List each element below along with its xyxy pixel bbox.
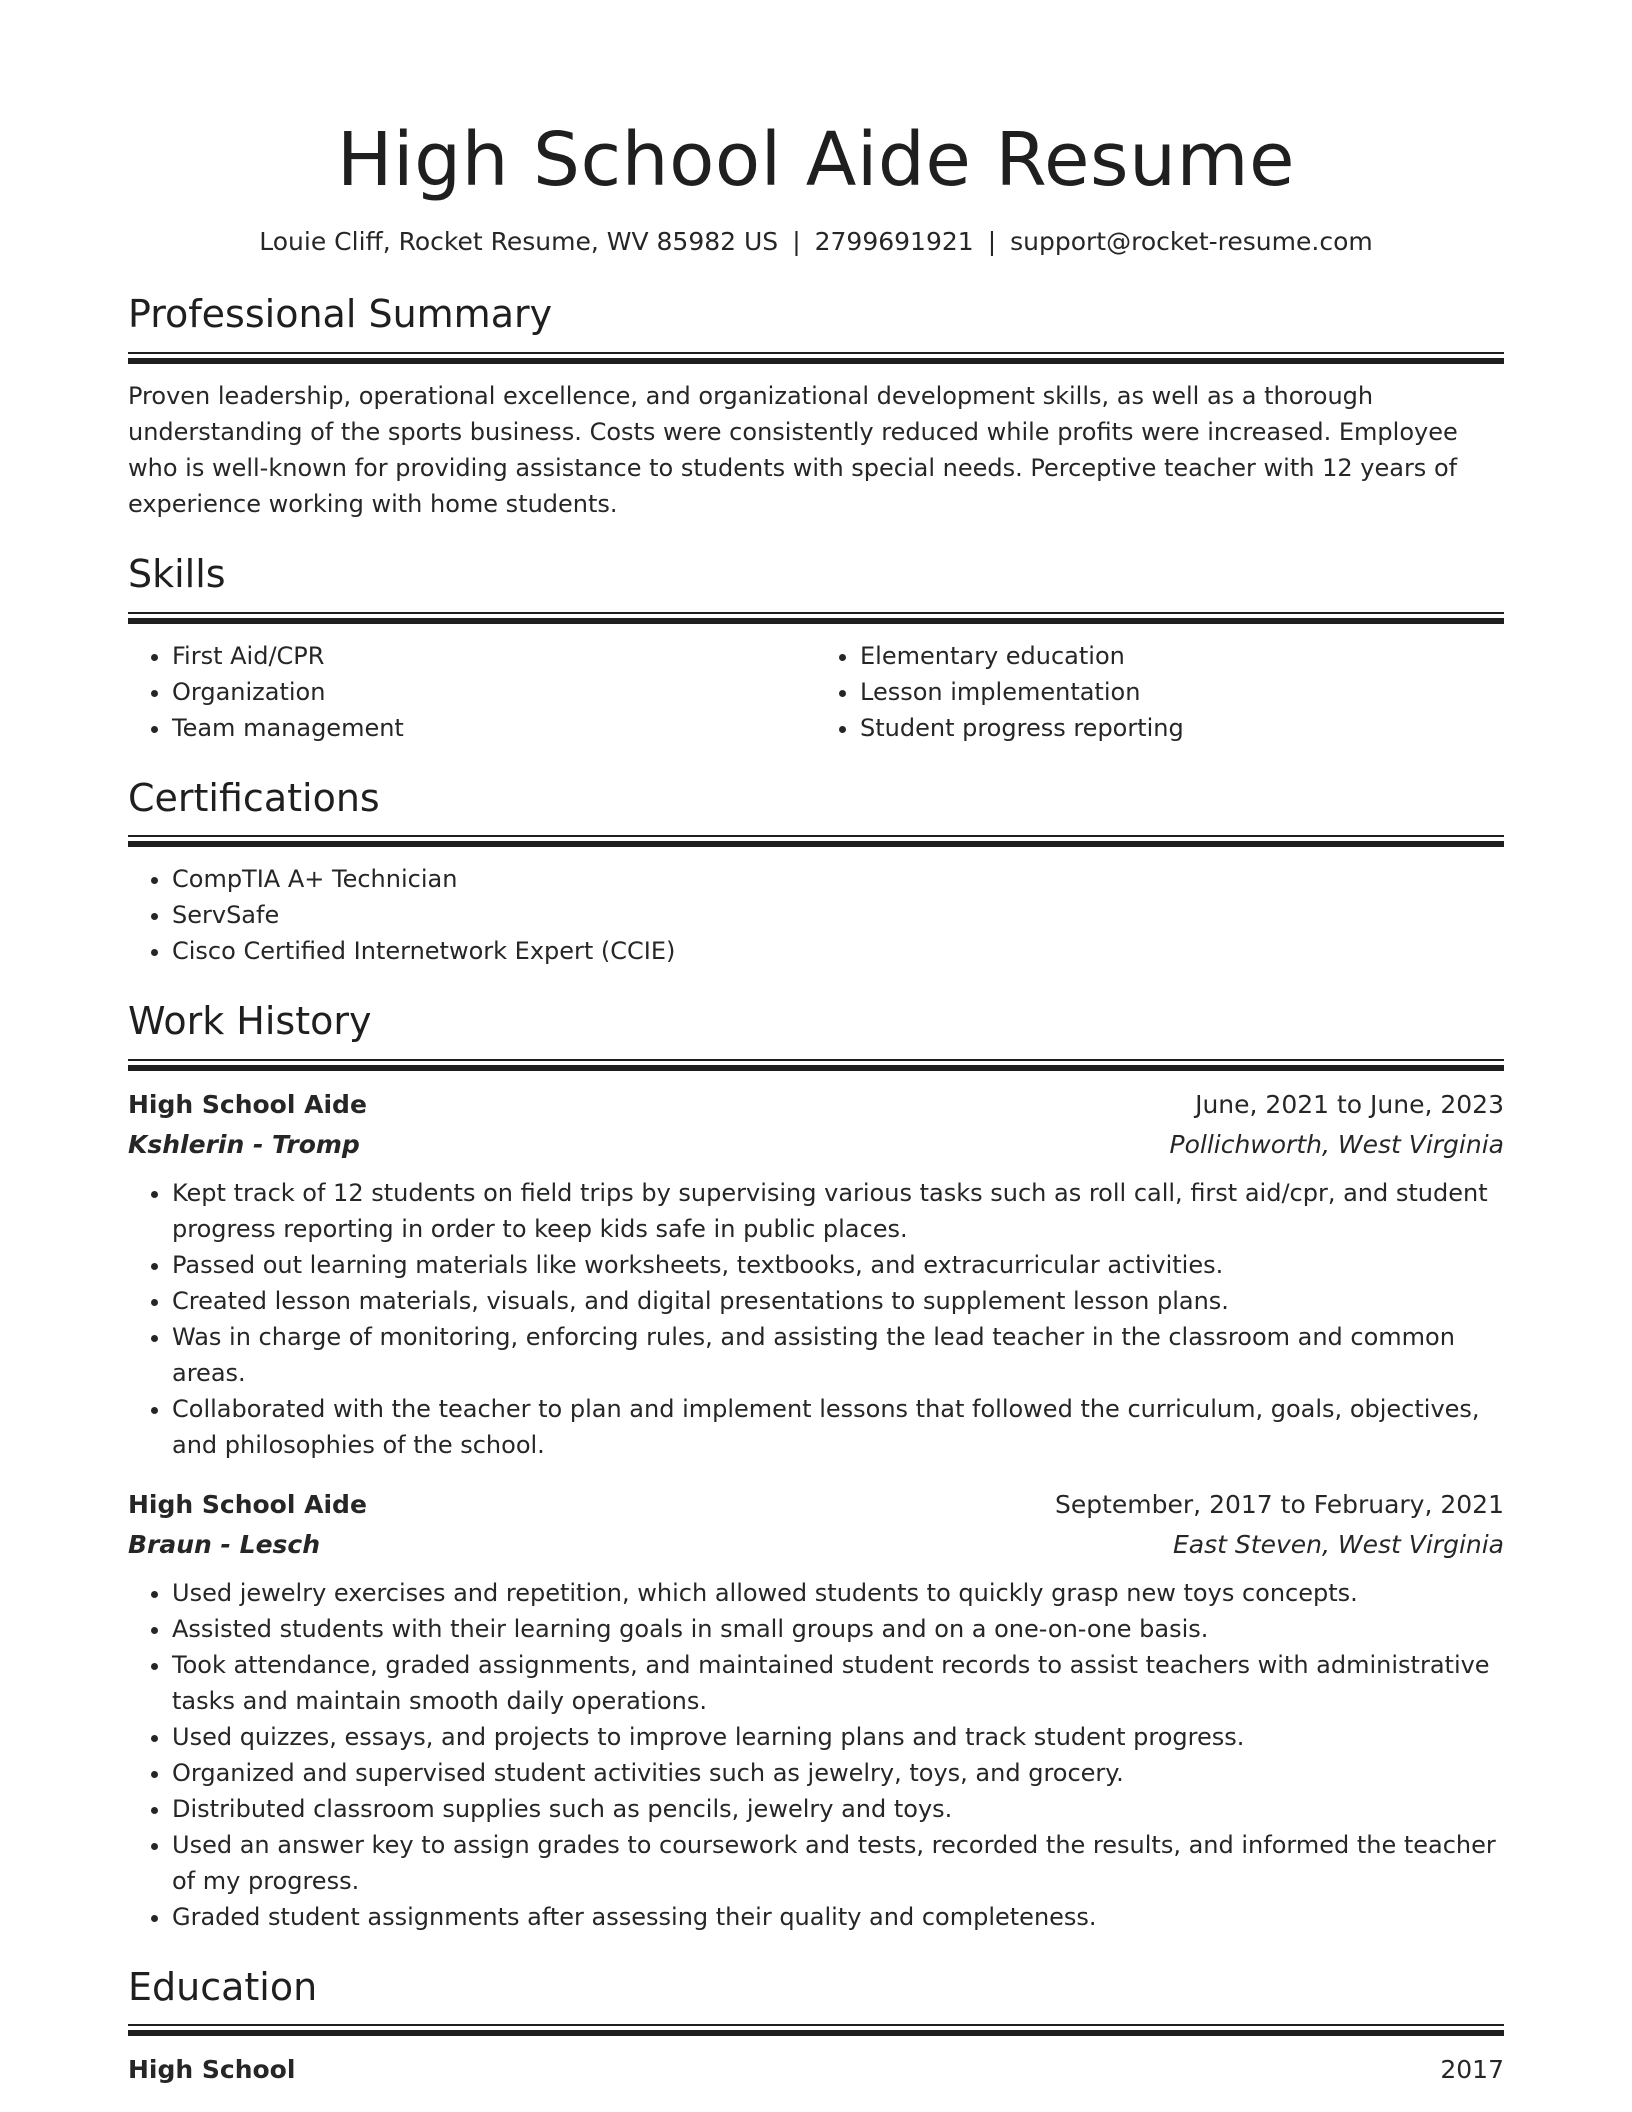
contact-address: Louie Cliff, Rocket Resume, WV 85982 US (259, 227, 779, 257)
job-duty: • Passed out learning materials like worksheets, textbooks, and extracurricular activities. (172, 1247, 1504, 1283)
job-duty: • Assisted students with their learning goals in small groups and on a one-on-one basis. (172, 1611, 1504, 1647)
job-location: Pollichworth, West Virginia (1169, 1129, 1504, 1159)
page-title: High School Aide Resume (336, 117, 1296, 203)
certifications-list (128, 861, 1504, 969)
job-duty: • Organized and supervised student activities such as jewelry, toys, and grocery. (172, 1755, 1504, 1791)
education-school: High School (128, 2055, 296, 2085)
certification-item: • Cisco Certified Internetwork Expert (CCIE) (172, 933, 1504, 969)
contact-email: support@rocket-resume.com (1010, 227, 1373, 257)
section-heading: Professional Summary (128, 292, 553, 337)
skills-list-right (816, 638, 1504, 746)
contact-phone: 2799691921 (814, 227, 974, 257)
job-entry (128, 1485, 1504, 1935)
skill-item: • Lesson implementation (860, 674, 1504, 710)
job-header (128, 1085, 1504, 1125)
job-subheader (128, 1525, 1504, 1565)
contact-separator: | (987, 227, 997, 257)
education-section (128, 1965, 1504, 2091)
skill-item: • Elementary education (860, 638, 1504, 674)
section-divider (128, 835, 1504, 847)
skills-section (128, 552, 1504, 746)
job-subheader (128, 1125, 1504, 1165)
job-duty: • Was in charge of monitoring, enforcing rules, and assisting the lead teacher in the classroom and common areas. (172, 1319, 1504, 1391)
education-year: 2017 (1440, 2055, 1504, 2085)
job-duties-list (128, 1575, 1504, 1935)
certification-item: • ServSafe (172, 897, 1504, 933)
skill-item: • Student progress reporting (860, 710, 1504, 746)
job-dates: September, 2017 to February, 2021 (1055, 1489, 1504, 1519)
skill-item: • Team management (172, 710, 816, 746)
skill-item: • First Aid/CPR (172, 638, 816, 674)
job-duty: • Took attendance, graded assignments, and maintained student records to assist teachers with administrative tasks and maintain smooth daily operations. (172, 1647, 1504, 1719)
job-header (128, 1485, 1504, 1525)
section-heading: Certifications (128, 775, 380, 820)
skills-grid (128, 638, 1504, 746)
skills-list-left (128, 638, 816, 746)
job-duty: • Collaborated with the teacher to plan and implement lessons that followed the curriculum, goals, objectives, and philosophies of the school. (172, 1391, 1504, 1463)
job-location: East Steven, West Virginia (1173, 1529, 1504, 1559)
job-company: Braun - Lesch (128, 1529, 321, 1559)
certification-item: • CompTIA A+ Technician (172, 861, 1504, 897)
work-history-section (128, 999, 1504, 1935)
section-divider (128, 2024, 1504, 2036)
job-duty: • Created lesson materials, visuals, and digital presentations to supplement lesson plans. (172, 1283, 1504, 1319)
job-duty: • Used jewelry exercises and repetition, which allowed students to quickly grasp new toys concepts. (172, 1575, 1504, 1611)
contact-separator: | (792, 227, 801, 257)
section-heading: Skills (128, 551, 226, 596)
certifications-section (128, 776, 1504, 970)
job-entry (128, 1085, 1504, 1463)
section-divider (128, 352, 1504, 364)
section-heading: Education (128, 1964, 318, 2009)
job-duty: • Used an answer key to assign grades to coursework and tests, recorded the results, and informed the teacher of my progress. (172, 1827, 1504, 1899)
job-title: High School Aide (128, 1489, 367, 1519)
summary-text: Proven leadership, operational excellence, and organizational development skills, as well as a thorough understanding of the sports business. Costs were consistently reduced while profits were increased. Employee who is well-known for providing assistance to students with special needs. Perceptive teacher with 12 years of experience working with home students. (128, 381, 1458, 518)
job-company: Kshlerin - Tromp (128, 1129, 360, 1159)
job-duty: • Distributed classroom supplies such as pencils, jewelry and toys. (172, 1791, 1504, 1827)
job-duties-list (128, 1175, 1504, 1463)
section-divider (128, 1059, 1504, 1071)
section-heading: Work History (128, 999, 372, 1044)
education-entry (128, 2050, 1504, 2090)
job-duty: • Graded student assignments after assessing their quality and completeness. (172, 1899, 1504, 1935)
skill-item: • Organization (172, 674, 816, 710)
summary-section (128, 292, 1504, 522)
contact-line (128, 227, 1504, 256)
job-title: High School Aide (128, 1089, 367, 1119)
job-duty: • Used quizzes, essays, and projects to improve learning plans and track student progress. (172, 1719, 1504, 1755)
job-duty: • Kept track of 12 students on field trips by supervising various tasks such as roll call, first aid/cpr, and student progress reporting in order to keep kids safe in public places. (172, 1175, 1504, 1247)
section-divider (128, 612, 1504, 624)
job-dates: June, 2021 to June, 2023 (1195, 1089, 1504, 1119)
